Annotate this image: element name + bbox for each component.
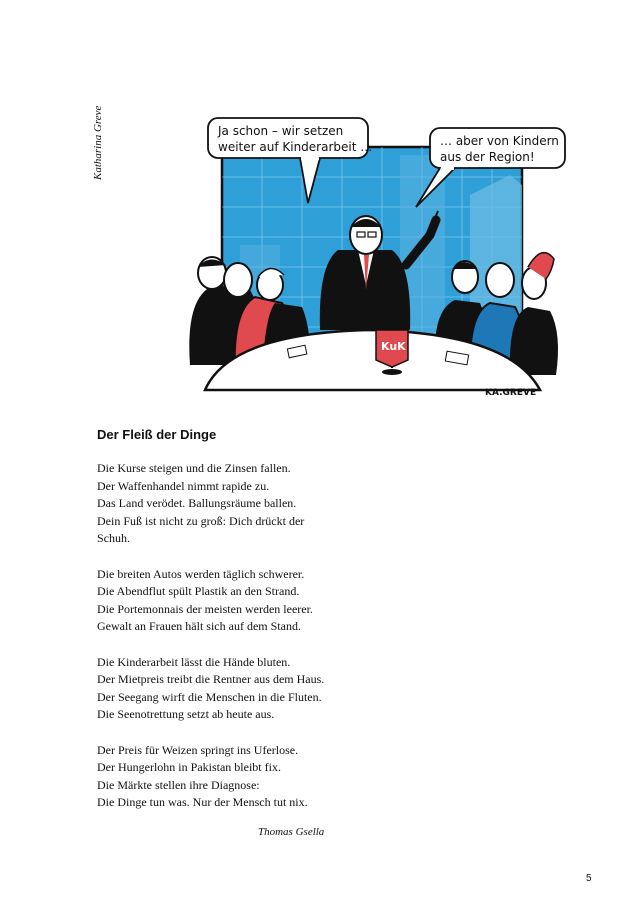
poem-line: Die Märkte stellen ihre Diagnose: xyxy=(97,777,260,792)
poem-line: Die Portemonnais der meisten werden leerer. xyxy=(97,601,313,616)
poem-line: Der Preis für Weizen springt ins Uferlose. xyxy=(97,742,299,757)
poem-title: Der Fleiß der Dinge xyxy=(97,427,217,442)
poem-line: Die Dinge tun was. Nur der Mensch tut nix. xyxy=(97,795,308,809)
poem-line: Die Kurse steigen und die Zinsen fallen. xyxy=(97,461,291,475)
poem-line: Die Kinderarbeit lässt die Hände bluten. xyxy=(97,654,291,669)
stanza-2 xyxy=(97,566,357,636)
poem-line: Der Waffenhandel nimmt rapide zu. xyxy=(97,478,270,493)
stanza-1 xyxy=(97,460,357,548)
poem-line: Der Seegang wirft die Menschen in die Fluten. xyxy=(97,689,322,704)
poem-line: Die Seenotrettung setzt ab heute aus. xyxy=(97,707,275,721)
poem-line: Gewalt an Frauen hält sich auf dem Stand. xyxy=(97,619,301,633)
kuk-flag-label: KuK xyxy=(381,340,406,353)
bubble-right-line-1: … aber von Kindern xyxy=(440,134,559,148)
poem-line: Schuh. xyxy=(97,531,130,545)
stanza-3 xyxy=(97,654,357,724)
poem-line: Die breiten Autos werden täglich schwerer. xyxy=(97,566,305,581)
poem-line: Der Mietpreis treibt die Rentner aus dem Haus. xyxy=(97,672,325,686)
illustrator-credit-text: Katharina Greve xyxy=(92,105,104,180)
poem-line: Das Land verödet. Ballungsräume ballen. xyxy=(97,496,297,510)
bubble-right-line-2: aus der Region! xyxy=(440,150,535,164)
bubble-left-line-2: weiter auf Kinderarbeit … xyxy=(218,140,373,154)
poem-author: Thomas Gsella xyxy=(258,826,325,838)
poem-body xyxy=(97,460,357,830)
cartoon-signature: KA.GREVE xyxy=(485,388,537,398)
cartoon-illustration xyxy=(170,85,580,405)
illustrator-credit xyxy=(92,100,112,180)
poem-line: Dein Fuß ist nicht zu groß: Dich drückt der xyxy=(97,513,305,528)
bubble-left-line-1: Ja schon – wir setzen xyxy=(218,124,344,138)
page-number: 5 xyxy=(586,873,592,884)
poem-line: Der Hungerlohn in Pakistan bleibt fix. xyxy=(97,760,281,774)
stanza-4 xyxy=(97,742,357,812)
cartoon-svg xyxy=(170,85,580,405)
poem-line: Die Abendflut spült Plastik an den Strand. xyxy=(97,584,300,598)
